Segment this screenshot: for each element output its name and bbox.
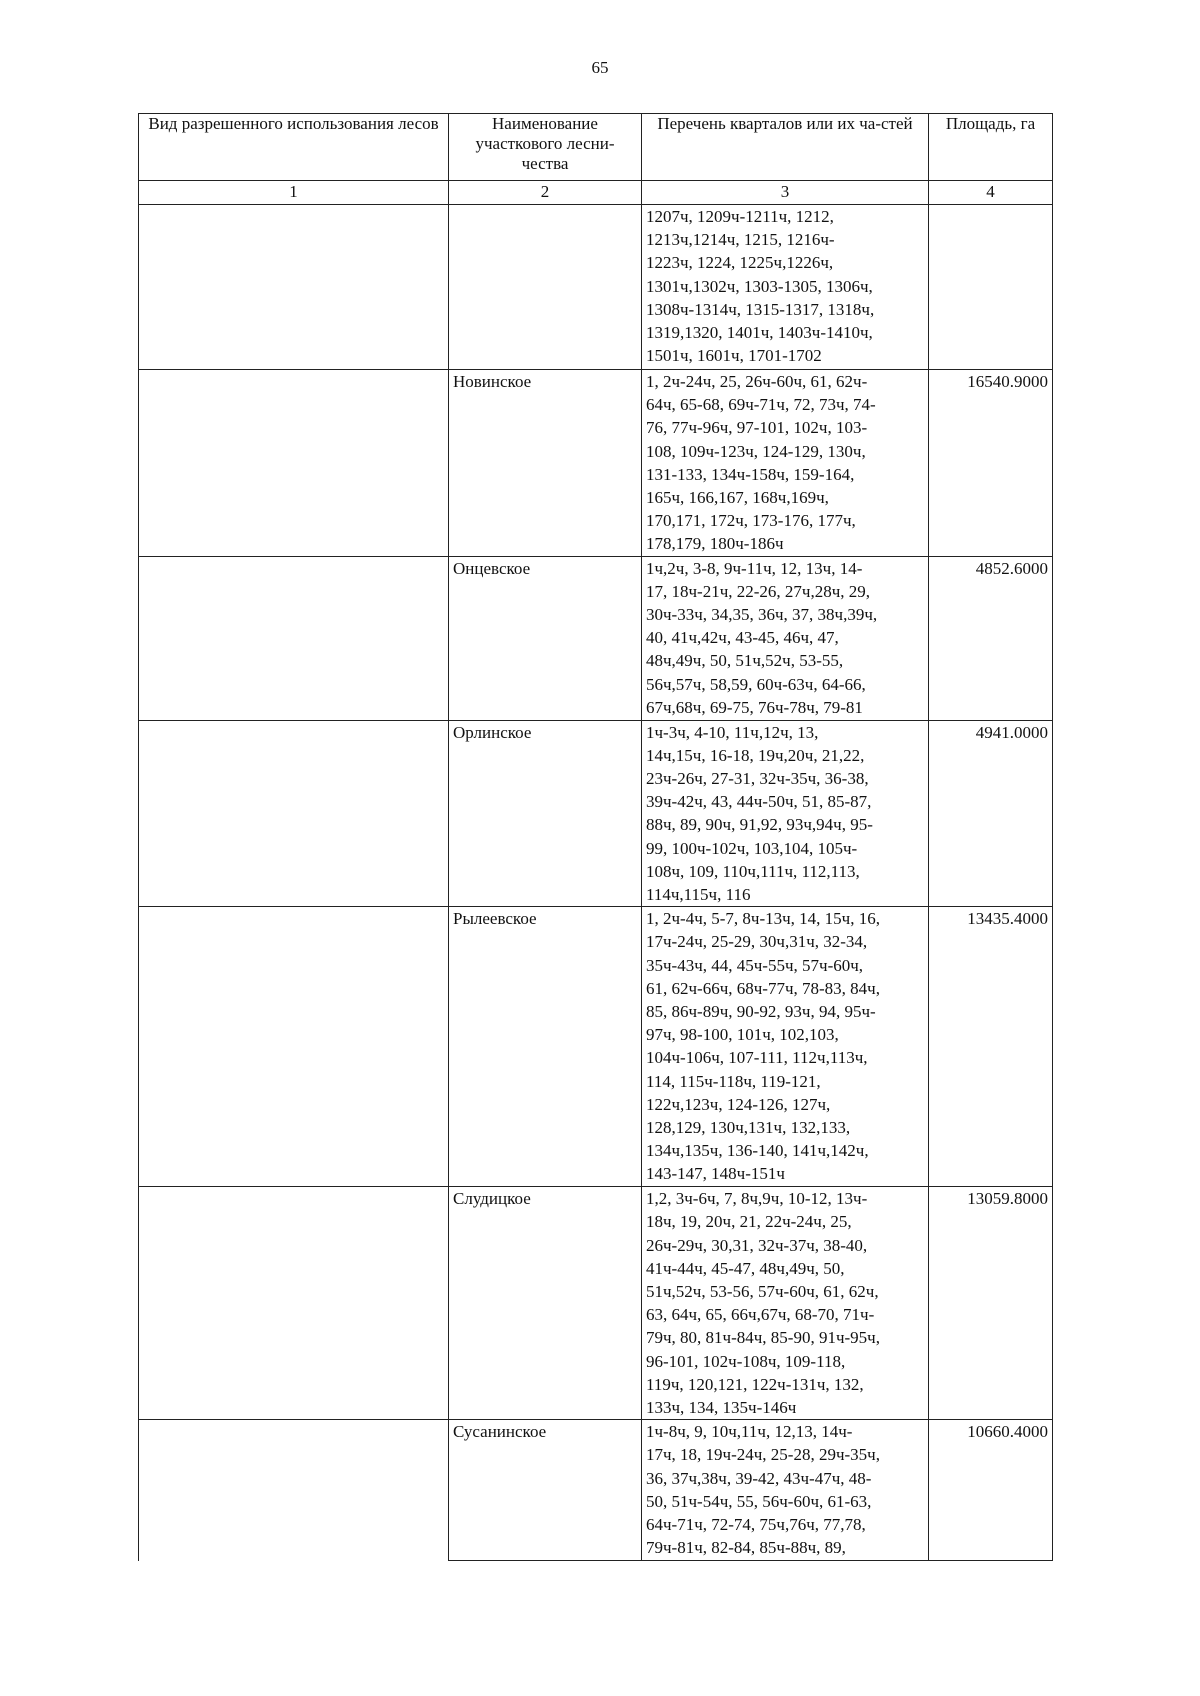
column-number: 4	[929, 181, 1053, 205]
quarters-cell: 1,2, 3ч-6ч, 7, 8ч,9ч, 10-12, 13ч- 18ч, 19, 20ч, 21, 22ч-24ч, 25, 26ч-29ч, 30,31, 32ч-37ч, 38-40, 41ч-44ч, 45-47, 48ч,49ч, 50, 51ч,52ч, 53-56, 57ч-60ч, 61, 62ч, 63, 64ч, 65, 66ч,67ч, 68-70, 71ч- 79ч, 80, 81ч-84ч, 85-90, 91ч-95ч, 96-101, 102ч-108ч, 109-118, 119ч, 120,121, 122ч-131ч, 132, 133ч, 134, 135ч-146ч	[642, 1187, 929, 1420]
use-type-cell	[139, 205, 449, 370]
page-number: 65	[591, 58, 609, 77]
column-number: 2	[449, 181, 642, 205]
forestry-cell: Сусанинское	[449, 1420, 642, 1561]
table-row	[139, 1420, 1053, 1561]
forestry-cell: Рылеевское	[449, 907, 642, 1187]
table-row	[139, 205, 1053, 370]
table-row	[139, 370, 1053, 557]
forest-use-table	[138, 113, 1053, 1561]
area-cell: 4852.6000	[929, 556, 1053, 720]
column-number-row	[139, 181, 1053, 205]
use-type-cell	[139, 1187, 449, 1420]
use-type-cell	[139, 1420, 449, 1561]
use-type-cell	[139, 720, 449, 907]
quarters-cell: 1207ч, 1209ч-1211ч, 1212, 1213ч,1214ч, 1215, 1216ч- 1223ч, 1224, 1225ч,1226ч, 1301ч,1302ч, 1303-1305, 1306ч, 1308ч-1314ч, 1315-1317, 1318ч, 1319,1320, 1401ч, 1403ч-1410ч, 1501ч, 1601ч, 1701-1702	[642, 205, 929, 370]
table-row	[139, 556, 1053, 720]
table-row	[139, 1187, 1053, 1420]
forestry-cell: Слудицкое	[449, 1187, 642, 1420]
forestry-cell	[449, 205, 642, 370]
forestry-cell: Орлинское	[449, 720, 642, 907]
quarters-cell: 1, 2ч-4ч, 5-7, 8ч-13ч, 14, 15ч, 16, 17ч-24ч, 25-29, 30ч,31ч, 32-34, 35ч-43ч, 44, 45ч-55ч, 57ч-60ч, 61, 62ч-66ч, 68ч-77ч, 78-83, 84ч, 85, 86ч-89ч, 90-92, 93ч, 94, 95ч- 97ч, 98-100, 101ч, 102,103, 104ч-106ч, 107-111, 112ч,113ч, 114, 115ч-118ч, 119-121, 122ч,123ч, 124-126, 127ч, 128,129, 130ч,131ч, 132,133, 134ч,135ч, 136-140, 141ч,142ч, 143-147, 148ч-151ч	[642, 907, 929, 1187]
area-cell: 13059.8000	[929, 1187, 1053, 1420]
area-cell	[929, 205, 1053, 370]
column-number: 1	[139, 181, 449, 205]
use-type-cell	[139, 556, 449, 720]
use-type-cell	[139, 370, 449, 557]
quarters-cell: 1ч-8ч, 9, 10ч,11ч, 12,13, 14ч- 17ч, 18, 19ч-24ч, 25-28, 29ч-35ч, 36, 37ч,38ч, 39-42, 43ч-47ч, 48- 50, 51ч-54ч, 55, 56ч-60ч, 61-63, 64ч-71ч, 72-74, 75ч,76ч, 77,78, 79ч-81ч, 82-84, 85ч-88ч, 89,	[642, 1420, 929, 1561]
header-use-type: Вид разрешенного использования лесов	[139, 114, 449, 181]
quarters-cell: 1, 2ч-24ч, 25, 26ч-60ч, 61, 62ч- 64ч, 65-68, 69ч-71ч, 72, 73ч, 74- 76, 77ч-96ч, 97-101, 102ч, 103- 108, 109ч-123ч, 124-129, 130ч, 131-133, 134ч-158ч, 159-164, 165ч, 166,167, 168ч,169ч, 170,171, 172ч, 173-176, 177ч, 178,179, 180ч-186ч	[642, 370, 929, 557]
table-header-row	[139, 114, 1053, 181]
quarters-cell: 1ч-3ч, 4-10, 11ч,12ч, 13, 14ч,15ч, 16-18, 19ч,20ч, 21,22, 23ч-26ч, 27-31, 32ч-35ч, 36-38, 39ч-42ч, 43, 44ч-50ч, 51, 85-87, 88ч, 89, 90ч, 91,92, 93ч,94ч, 95- 99, 100ч-102ч, 103,104, 105ч- 108ч, 109, 110ч,111ч, 112,113, 114ч,115ч, 116	[642, 720, 929, 907]
header-forestry-name: Наименование участкового лесни-чества	[449, 114, 642, 181]
quarters-cell: 1ч,2ч, 3-8, 9ч-11ч, 12, 13ч, 14- 17, 18ч-21ч, 22-26, 27ч,28ч, 29, 30ч-33ч, 34,35, 36ч, 37, 38ч,39ч, 40, 41ч,42ч, 43-45, 46ч, 47, 48ч,49ч, 50, 51ч,52ч, 53-55, 56ч,57ч, 58,59, 60ч-63ч, 64-66, 67ч,68ч, 69-75, 76ч-78ч, 79-81	[642, 556, 929, 720]
column-number: 3	[642, 181, 929, 205]
table-row	[139, 720, 1053, 907]
area-cell: 10660.4000	[929, 1420, 1053, 1561]
area-cell: 16540.9000	[929, 370, 1053, 557]
forestry-cell: Онцевское	[449, 556, 642, 720]
header-area: Площадь, га	[929, 114, 1053, 181]
area-cell: 13435.4000	[929, 907, 1053, 1187]
forestry-cell: Новинское	[449, 370, 642, 557]
use-type-cell	[139, 907, 449, 1187]
table-row	[139, 907, 1053, 1187]
area-cell: 4941.0000	[929, 720, 1053, 907]
header-quarters-list: Перечень кварталов или их ча-стей	[642, 114, 929, 181]
